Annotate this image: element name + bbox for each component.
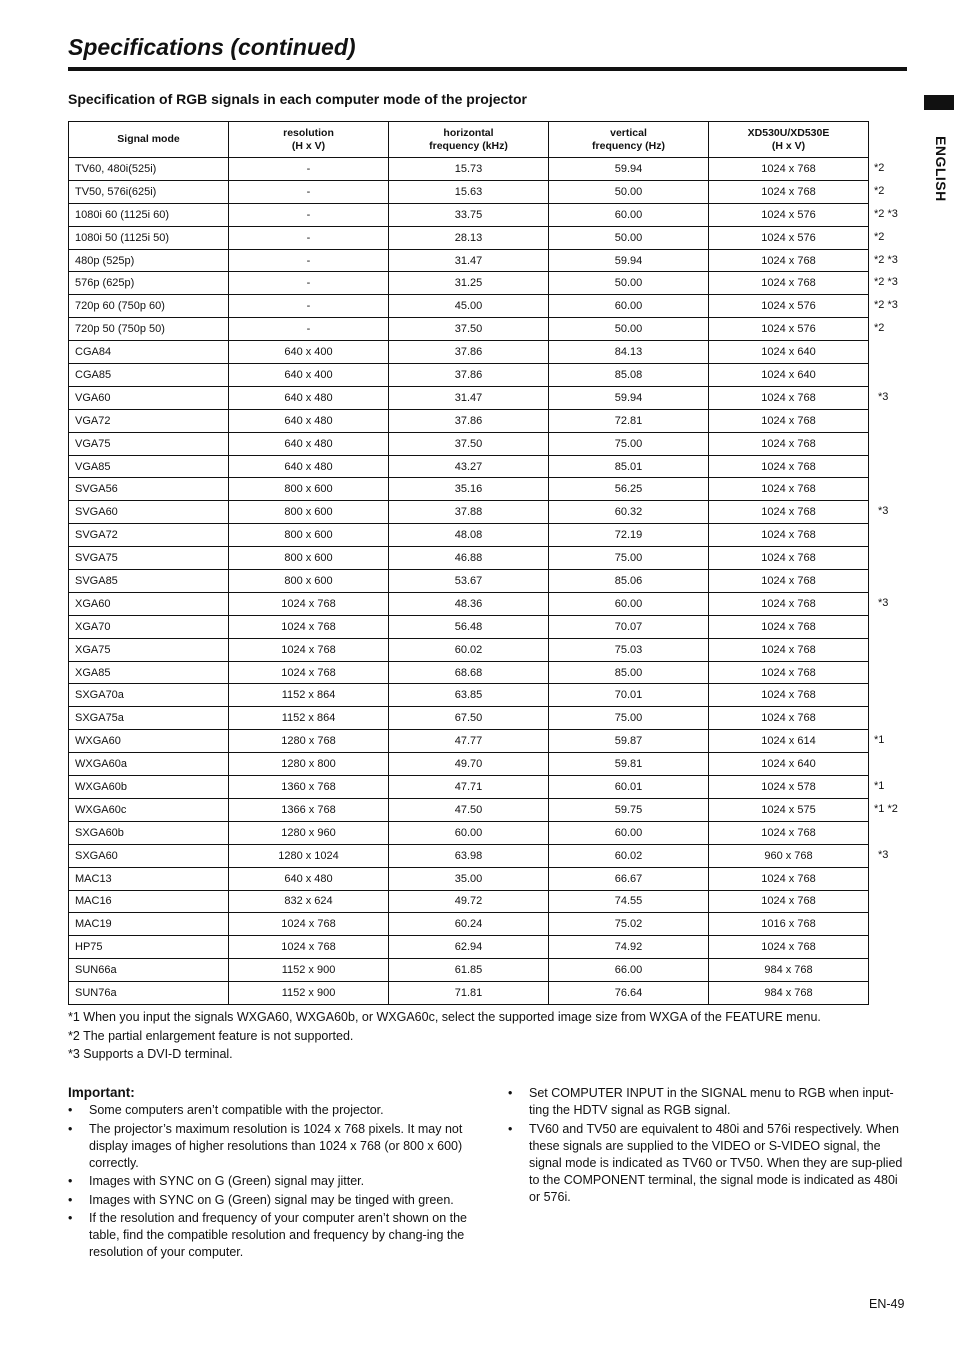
cell-signal-mode: TV50, 576i(625i) (69, 180, 229, 203)
table-row (69, 524, 869, 547)
cell-vertical-frequency: 75.00 (549, 707, 709, 730)
table-body (69, 158, 869, 1005)
language-tab-marker (924, 95, 954, 110)
table-row (69, 409, 869, 432)
cell-signal-mode: 720p 60 (750p 60) (69, 295, 229, 318)
cell-output-resolution: 1024 x 576 (709, 295, 869, 318)
list-item: • Set COMPUTER INPUT in the SIGNAL menu to RGB when input-ting the HDTV signal as RGB signal. (508, 1085, 908, 1119)
list-item: • If the resolution and frequency of your computer aren’t shown on the table, find the compatible resolution and frequency by chang-ing the resolution of your computer. (68, 1210, 468, 1261)
cell-horizontal-frequency: 37.88 (389, 501, 549, 524)
cell-resolution: 800 x 600 (229, 547, 389, 570)
cell-horizontal-frequency: 68.68 (389, 661, 549, 684)
cell-vertical-frequency: 70.01 (549, 684, 709, 707)
footnote-2: *2 The partial enlargement feature is not supported. (68, 1028, 354, 1043)
cell-output-resolution: 1024 x 768 (709, 867, 869, 890)
row-note (874, 958, 924, 981)
cell-signal-mode: HP75 (69, 936, 229, 959)
cell-output-resolution: 1024 x 768 (709, 524, 869, 547)
cell-vertical-frequency: 60.00 (549, 592, 709, 615)
cell-horizontal-frequency: 56.48 (389, 615, 549, 638)
row-note (874, 683, 924, 706)
cell-output-resolution: 1024 x 768 (709, 615, 869, 638)
cell-vertical-frequency: 74.92 (549, 936, 709, 959)
row-note: *3 (878, 848, 889, 861)
row-note (874, 523, 924, 546)
cell-output-resolution: 1024 x 768 (709, 455, 869, 478)
table-notes-column (874, 157, 924, 1004)
cell-resolution: 1280 x 960 (229, 821, 389, 844)
cell-horizontal-frequency: 31.47 (389, 386, 549, 409)
cell-resolution: 1360 x 768 (229, 776, 389, 799)
cell-vertical-frequency: 72.81 (549, 409, 709, 432)
cell-horizontal-frequency: 47.50 (389, 798, 549, 821)
header-output-resolution: XD530U/XD530E (H x V) (709, 122, 869, 158)
cell-signal-mode: SUN66a (69, 959, 229, 982)
cell-horizontal-frequency: 37.86 (389, 409, 549, 432)
row-note: *3 (878, 596, 889, 609)
table-row (69, 249, 869, 272)
cell-vertical-frequency: 66.67 (549, 867, 709, 890)
cell-horizontal-frequency: 48.08 (389, 524, 549, 547)
cell-resolution: 640 x 480 (229, 455, 389, 478)
cell-signal-mode: SXGA75a (69, 707, 229, 730)
cell-resolution: 1280 x 768 (229, 730, 389, 753)
row-note (874, 615, 924, 638)
cell-output-resolution: 1024 x 640 (709, 364, 869, 387)
footnote-3: *3 Supports a DVI-D terminal. (68, 1047, 233, 1061)
cell-vertical-frequency: 60.00 (549, 821, 709, 844)
cell-horizontal-frequency: 63.98 (389, 844, 549, 867)
cell-signal-mode: WXGA60a (69, 753, 229, 776)
cell-vertical-frequency: 70.07 (549, 615, 709, 638)
list-item: • Some computers aren’t compatible with the projector. (68, 1102, 468, 1119)
cell-horizontal-frequency: 37.50 (389, 432, 549, 455)
cell-resolution: - (229, 318, 389, 341)
cell-resolution: 1024 x 768 (229, 936, 389, 959)
table-row (69, 547, 869, 570)
row-note: *1 *2 (874, 802, 898, 815)
cell-signal-mode: SVGA72 (69, 524, 229, 547)
cell-horizontal-frequency: 71.81 (389, 982, 549, 1005)
cell-vertical-frequency: 75.00 (549, 547, 709, 570)
header-vertical-frequency: vertical frequency (Hz) (549, 122, 709, 158)
important-heading: Important: (68, 1085, 135, 1100)
cell-horizontal-frequency: 43.27 (389, 455, 549, 478)
cell-output-resolution: 1024 x 768 (709, 707, 869, 730)
table-row (69, 776, 869, 799)
cell-resolution: - (229, 158, 389, 181)
cell-signal-mode: WXGA60b (69, 776, 229, 799)
cell-vertical-frequency: 50.00 (549, 318, 709, 341)
table-row (69, 867, 869, 890)
cell-vertical-frequency: 50.00 (549, 226, 709, 249)
cell-signal-mode: TV60, 480i(525i) (69, 158, 229, 181)
row-note (874, 340, 924, 363)
table-row (69, 478, 869, 501)
cell-horizontal-frequency: 31.47 (389, 249, 549, 272)
important-right-column (508, 1085, 908, 1207)
row-note: *2 *3 (874, 276, 898, 289)
cell-output-resolution: 1024 x 768 (709, 890, 869, 913)
cell-resolution: 640 x 400 (229, 341, 389, 364)
row-note (874, 661, 924, 684)
table-row (69, 501, 869, 524)
row-note: *2 *3 (874, 207, 898, 220)
cell-vertical-frequency: 72.19 (549, 524, 709, 547)
cell-horizontal-frequency: 37.50 (389, 318, 549, 341)
cell-output-resolution: 1024 x 614 (709, 730, 869, 753)
cell-output-resolution: 1024 x 768 (709, 432, 869, 455)
table-row (69, 661, 869, 684)
section-heading: Specification of RGB signals in each computer mode of the projector (68, 91, 527, 107)
cell-vertical-frequency: 85.01 (549, 455, 709, 478)
table-row (69, 959, 869, 982)
table-row (69, 592, 869, 615)
cell-resolution: 640 x 400 (229, 364, 389, 387)
cell-resolution: 800 x 600 (229, 524, 389, 547)
table-row (69, 707, 869, 730)
cell-horizontal-frequency: 48.36 (389, 592, 549, 615)
cell-output-resolution: 1024 x 768 (709, 570, 869, 593)
table-row (69, 798, 869, 821)
cell-resolution: 640 x 480 (229, 432, 389, 455)
table-row (69, 226, 869, 249)
table-row (69, 158, 869, 181)
row-note (874, 569, 924, 592)
cell-output-resolution: 1024 x 576 (709, 226, 869, 249)
title-rule (68, 67, 907, 71)
cell-signal-mode: SVGA60 (69, 501, 229, 524)
cell-horizontal-frequency: 60.24 (389, 913, 549, 936)
row-note: *2 *3 (874, 299, 898, 312)
cell-signal-mode: SXGA60 (69, 844, 229, 867)
cell-vertical-frequency: 60.32 (549, 501, 709, 524)
cell-signal-mode: XGA85 (69, 661, 229, 684)
cell-signal-mode: VGA72 (69, 409, 229, 432)
cell-resolution: 832 x 624 (229, 890, 389, 913)
table-row (69, 272, 869, 295)
row-note (874, 363, 924, 386)
row-note (874, 981, 924, 1004)
cell-signal-mode: VGA60 (69, 386, 229, 409)
cell-signal-mode: CGA84 (69, 341, 229, 364)
cell-horizontal-frequency: 45.00 (389, 295, 549, 318)
cell-output-resolution: 1024 x 768 (709, 547, 869, 570)
cell-signal-mode: VGA75 (69, 432, 229, 455)
row-note (874, 752, 924, 775)
cell-signal-mode: SVGA56 (69, 478, 229, 501)
cell-output-resolution: 1024 x 640 (709, 341, 869, 364)
cell-output-resolution: 1024 x 768 (709, 501, 869, 524)
cell-signal-mode: 720p 50 (750p 50) (69, 318, 229, 341)
cell-vertical-frequency: 66.00 (549, 959, 709, 982)
page-number: EN-49 (869, 1297, 905, 1311)
cell-resolution: 1366 x 768 (229, 798, 389, 821)
cell-output-resolution: 1024 x 575 (709, 798, 869, 821)
row-note: *2 (874, 322, 885, 335)
cell-signal-mode: MAC16 (69, 890, 229, 913)
cell-horizontal-frequency: 31.25 (389, 272, 549, 295)
cell-horizontal-frequency: 60.02 (389, 638, 549, 661)
row-note (874, 867, 924, 890)
row-note (874, 638, 924, 661)
cell-vertical-frequency: 60.00 (549, 203, 709, 226)
cell-vertical-frequency: 85.08 (549, 364, 709, 387)
row-note (874, 935, 924, 958)
row-note (874, 890, 924, 913)
table-row (69, 203, 869, 226)
cell-horizontal-frequency: 33.75 (389, 203, 549, 226)
cell-horizontal-frequency: 15.63 (389, 180, 549, 203)
cell-signal-mode: 1080i 50 (1125i 50) (69, 226, 229, 249)
cell-signal-mode: XGA60 (69, 592, 229, 615)
cell-signal-mode: SXGA60b (69, 821, 229, 844)
cell-resolution: 640 x 480 (229, 409, 389, 432)
cell-resolution: 800 x 600 (229, 478, 389, 501)
cell-vertical-frequency: 76.64 (549, 982, 709, 1005)
cell-resolution: 1152 x 900 (229, 959, 389, 982)
cell-horizontal-frequency: 15.73 (389, 158, 549, 181)
row-note: *3 (878, 390, 889, 403)
table-row (69, 753, 869, 776)
row-note: *2 *3 (874, 253, 898, 266)
cell-vertical-frequency: 50.00 (549, 180, 709, 203)
cell-resolution: 800 x 600 (229, 570, 389, 593)
cell-horizontal-frequency: 28.13 (389, 226, 549, 249)
header-signal-mode: Signal mode (69, 122, 229, 158)
row-note (874, 432, 924, 455)
cell-output-resolution: 984 x 768 (709, 982, 869, 1005)
cell-output-resolution: 1024 x 768 (709, 272, 869, 295)
cell-output-resolution: 1024 x 640 (709, 753, 869, 776)
cell-signal-mode: VGA85 (69, 455, 229, 478)
cell-output-resolution: 1024 x 768 (709, 386, 869, 409)
cell-horizontal-frequency: 49.72 (389, 890, 549, 913)
cell-resolution: - (229, 203, 389, 226)
row-note (874, 706, 924, 729)
cell-horizontal-frequency: 61.85 (389, 959, 549, 982)
cell-resolution: 1024 x 768 (229, 661, 389, 684)
row-note: *1 (874, 780, 885, 793)
cell-horizontal-frequency: 35.00 (389, 867, 549, 890)
table-row (69, 295, 869, 318)
cell-horizontal-frequency: 63.85 (389, 684, 549, 707)
table-row (69, 684, 869, 707)
footnote-1: *1 When you input the signals WXGA60, WXGA60b, or WXGA60c, select the supported image size from WXGA of the FEATURE menu. (68, 1010, 821, 1024)
cell-vertical-frequency: 75.02 (549, 913, 709, 936)
cell-vertical-frequency: 59.94 (549, 249, 709, 272)
cell-signal-mode: MAC19 (69, 913, 229, 936)
cell-output-resolution: 1024 x 768 (709, 249, 869, 272)
table-row (69, 341, 869, 364)
cell-resolution: 1152 x 864 (229, 684, 389, 707)
cell-resolution: 1152 x 900 (229, 982, 389, 1005)
cell-vertical-frequency: 59.81 (549, 753, 709, 776)
cell-output-resolution: 1024 x 768 (709, 592, 869, 615)
header-horizontal-frequency: horizontal frequency (kHz) (389, 122, 549, 158)
cell-output-resolution: 1024 x 768 (709, 478, 869, 501)
row-note (874, 409, 924, 432)
cell-horizontal-frequency: 37.86 (389, 364, 549, 387)
cell-resolution: - (229, 226, 389, 249)
row-note (874, 546, 924, 569)
cell-resolution: - (229, 249, 389, 272)
cell-signal-mode: SVGA75 (69, 547, 229, 570)
cell-signal-mode: 576p (625p) (69, 272, 229, 295)
cell-output-resolution: 1024 x 768 (709, 936, 869, 959)
table-row (69, 364, 869, 387)
cell-signal-mode: 480p (525p) (69, 249, 229, 272)
list-item: • Images with SYNC on G (Green) signal may be tinged with green. (68, 1192, 468, 1209)
cell-resolution: 800 x 600 (229, 501, 389, 524)
cell-horizontal-frequency: 60.00 (389, 821, 549, 844)
cell-vertical-frequency: 60.01 (549, 776, 709, 799)
cell-horizontal-frequency: 62.94 (389, 936, 549, 959)
cell-horizontal-frequency: 49.70 (389, 753, 549, 776)
table-row (69, 386, 869, 409)
cell-horizontal-frequency: 53.67 (389, 570, 549, 593)
cell-signal-mode: MAC13 (69, 867, 229, 890)
table-row (69, 936, 869, 959)
cell-horizontal-frequency: 46.88 (389, 547, 549, 570)
row-note (874, 821, 924, 844)
cell-vertical-frequency: 60.00 (549, 295, 709, 318)
cell-resolution: 1280 x 800 (229, 753, 389, 776)
cell-signal-mode: SVGA85 (69, 570, 229, 593)
cell-vertical-frequency: 60.02 (549, 844, 709, 867)
list-item: • The projector’s maximum resolution is 1024 x 768 pixels. It may not display images of higher resolutions than 1024 x 768 (or 800 x 600) correctly. (68, 1121, 468, 1172)
cell-horizontal-frequency: 47.71 (389, 776, 549, 799)
row-note: *2 (874, 162, 885, 174)
row-note (874, 455, 924, 478)
row-note (874, 477, 924, 500)
cell-resolution: 1024 x 768 (229, 615, 389, 638)
cell-output-resolution: 960 x 768 (709, 844, 869, 867)
header-resolution: resolution (H x V) (229, 122, 389, 158)
cell-signal-mode: XGA75 (69, 638, 229, 661)
cell-signal-mode: XGA70 (69, 615, 229, 638)
cell-resolution: - (229, 295, 389, 318)
cell-output-resolution: 1024 x 768 (709, 661, 869, 684)
row-note: *2 (874, 230, 885, 243)
cell-resolution: - (229, 272, 389, 295)
cell-signal-mode: SXGA70a (69, 684, 229, 707)
cell-output-resolution: 1024 x 768 (709, 821, 869, 844)
table-row (69, 615, 869, 638)
footnotes (68, 1008, 821, 1064)
row-note: *2 (874, 184, 885, 197)
cell-resolution: 640 x 480 (229, 867, 389, 890)
cell-output-resolution: 1024 x 768 (709, 158, 869, 181)
cell-resolution: 640 x 480 (229, 386, 389, 409)
cell-signal-mode: 1080i 60 (1125i 60) (69, 203, 229, 226)
cell-signal-mode: WXGA60c (69, 798, 229, 821)
cell-vertical-frequency: 59.75 (549, 798, 709, 821)
cell-output-resolution: 1024 x 578 (709, 776, 869, 799)
list-item: • TV60 and TV50 are equivalent to 480i and 576i respectively. When these signals are supplied to the VIDEO or S-VIDEO signal, the signal mode is indicated as TV60 or TV50. When they are sup-plied to the COMPONENT terminal, the signal mode is indicated as 480i or 576i. (508, 1121, 908, 1206)
page-title: Specifications (continued) (68, 34, 356, 60)
cell-vertical-frequency: 59.94 (549, 386, 709, 409)
table-row (69, 570, 869, 593)
cell-horizontal-frequency: 47.77 (389, 730, 549, 753)
cell-output-resolution: 1024 x 576 (709, 203, 869, 226)
cell-signal-mode: SUN76a (69, 982, 229, 1005)
cell-output-resolution: 984 x 768 (709, 959, 869, 982)
cell-signal-mode: WXGA60 (69, 730, 229, 753)
table-row (69, 913, 869, 936)
cell-resolution: 1024 x 768 (229, 913, 389, 936)
cell-vertical-frequency: 85.06 (549, 570, 709, 593)
table-row (69, 730, 869, 753)
language-tab-label: ENGLISH (933, 136, 949, 202)
cell-vertical-frequency: 75.03 (549, 638, 709, 661)
row-note (874, 912, 924, 935)
cell-vertical-frequency: 85.00 (549, 661, 709, 684)
table-row (69, 982, 869, 1005)
cell-output-resolution: 1024 x 768 (709, 180, 869, 203)
table-row (69, 890, 869, 913)
table-row (69, 432, 869, 455)
cell-resolution: 1024 x 768 (229, 592, 389, 615)
cell-output-resolution: 1024 x 768 (709, 638, 869, 661)
table-row (69, 821, 869, 844)
cell-vertical-frequency: 75.00 (549, 432, 709, 455)
cell-resolution: 1280 x 1024 (229, 844, 389, 867)
cell-horizontal-frequency: 35.16 (389, 478, 549, 501)
cell-horizontal-frequency: 67.50 (389, 707, 549, 730)
cell-vertical-frequency: 74.55 (549, 890, 709, 913)
cell-output-resolution: 1024 x 768 (709, 684, 869, 707)
cell-horizontal-frequency: 37.86 (389, 341, 549, 364)
cell-vertical-frequency: 84.13 (549, 341, 709, 364)
rgb-signal-table (68, 121, 869, 1005)
table-row (69, 455, 869, 478)
cell-vertical-frequency: 50.00 (549, 272, 709, 295)
important-left-column (68, 1085, 468, 1263)
cell-output-resolution: 1016 x 768 (709, 913, 869, 936)
cell-vertical-frequency: 59.87 (549, 730, 709, 753)
cell-resolution: 1024 x 768 (229, 638, 389, 661)
cell-output-resolution: 1024 x 768 (709, 409, 869, 432)
cell-vertical-frequency: 56.25 (549, 478, 709, 501)
cell-signal-mode: CGA85 (69, 364, 229, 387)
table-header-row (69, 122, 869, 158)
table-row (69, 844, 869, 867)
cell-resolution: - (229, 180, 389, 203)
cell-vertical-frequency: 59.94 (549, 158, 709, 181)
list-item: • Images with SYNC on G (Green) signal may jitter. (68, 1173, 468, 1190)
important-list-left (68, 1102, 468, 1261)
row-note: *1 (874, 734, 885, 747)
table-row (69, 638, 869, 661)
cell-resolution: 1152 x 864 (229, 707, 389, 730)
table-row (69, 318, 869, 341)
important-list-right (508, 1085, 908, 1206)
row-note: *3 (878, 505, 889, 518)
cell-output-resolution: 1024 x 576 (709, 318, 869, 341)
table-row (69, 180, 869, 203)
